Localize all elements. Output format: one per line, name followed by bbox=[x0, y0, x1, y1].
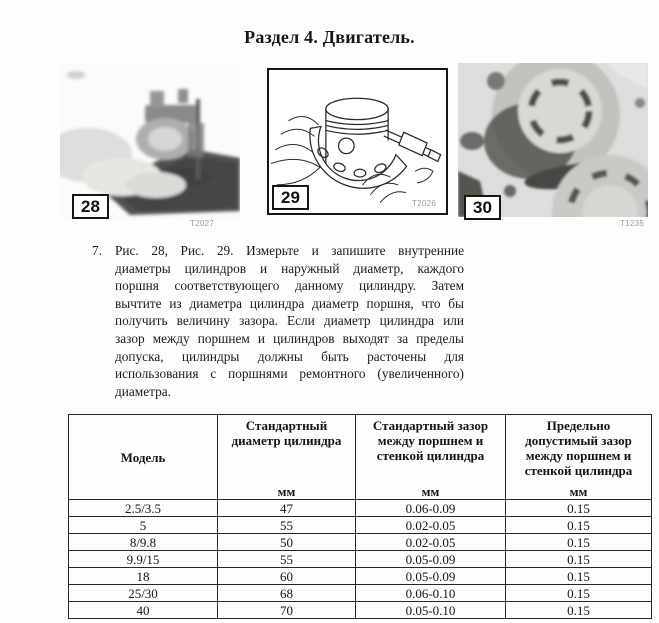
cell-model: 40 bbox=[69, 602, 218, 619]
cell-diameter: 50 bbox=[218, 534, 356, 551]
column-unit: мм bbox=[421, 484, 440, 499]
cell-diameter: 70 bbox=[218, 602, 356, 619]
cell-diameter: 68 bbox=[218, 585, 356, 602]
figure-28-ref-code: T2027 bbox=[190, 219, 215, 228]
cell-diameter: 60 bbox=[218, 568, 356, 585]
instruction-step-number: 7. bbox=[92, 243, 102, 258]
instruction-text: Рис. 28, Рис. 29. Измерьте и запишите внутренние диаметры цилиндров и наружный диаметр, каждого поршня соответствующего данному цилиндру. Затем вычтите из диаметра цилиндра диаметр поршня, что бы получить величину зазора. Если диаметр цилиндра или зазор между поршнем и цилиндров выходят за пределы допуска, цилиндры должны быть расточены для использования с поршнями ремонтного (увеличенного) диаметра. bbox=[115, 243, 464, 399]
figure-29-ref-code: T2026 bbox=[412, 199, 437, 208]
cell-max-clearance: 0.15 bbox=[506, 534, 652, 551]
figure-30-number-badge: 30 bbox=[464, 195, 501, 220]
figure-28-number-badge: 28 bbox=[72, 194, 109, 219]
cell-diameter: 55 bbox=[218, 517, 356, 534]
cell-max-clearance: 0.15 bbox=[506, 551, 652, 568]
cell-model: 8/9.8 bbox=[69, 534, 218, 551]
table-row bbox=[69, 585, 652, 602]
column-header-max-clearance bbox=[506, 415, 652, 500]
cell-diameter: 47 bbox=[218, 500, 356, 517]
table-row bbox=[69, 500, 652, 517]
fig30-photo-cylinder-bores bbox=[458, 63, 648, 217]
figure-29 bbox=[267, 68, 448, 215]
cell-max-clearance: 0.15 bbox=[506, 517, 652, 534]
table-row bbox=[69, 602, 652, 619]
cell-max-clearance: 0.15 bbox=[506, 500, 652, 517]
cell-std-clearance: 0.05-0.09 bbox=[356, 568, 506, 585]
cell-std-clearance: 0.02-0.05 bbox=[356, 517, 506, 534]
cell-max-clearance: 0.15 bbox=[506, 602, 652, 619]
figure-29-number-badge: 29 bbox=[272, 185, 309, 210]
column-title: Предельно допустимый зазор между поршнем и стенкой цилиндра bbox=[524, 418, 633, 478]
cell-max-clearance: 0.15 bbox=[506, 568, 652, 585]
column-unit: мм bbox=[277, 484, 296, 499]
cell-model: 25/30 bbox=[69, 585, 218, 602]
cell-model: 18 bbox=[69, 568, 218, 585]
cell-std-clearance: 0.05-0.09 bbox=[356, 551, 506, 568]
table-header-row bbox=[69, 415, 652, 500]
column-header-standard-clearance bbox=[356, 415, 506, 500]
column-title: Стандартный диаметр цилиндра bbox=[231, 418, 342, 448]
cell-std-clearance: 0.06-0.09 bbox=[356, 500, 506, 517]
piston-clearance-spec-table bbox=[68, 414, 652, 619]
column-title: Модель bbox=[120, 449, 166, 465]
figure-28 bbox=[60, 63, 240, 220]
column-header-standard-diameter bbox=[218, 415, 356, 500]
table-row bbox=[69, 517, 652, 534]
column-title: Стандартный зазор между поршнем и стенкой цилиндра bbox=[372, 418, 489, 463]
column-header-model bbox=[69, 415, 218, 500]
cell-diameter: 55 bbox=[218, 551, 356, 568]
cell-model: 9.9/15 bbox=[69, 551, 218, 568]
page-title: Раздел 4. Двигатель. bbox=[244, 27, 415, 47]
table-row bbox=[69, 551, 652, 568]
cell-std-clearance: 0.06-0.10 bbox=[356, 585, 506, 602]
cell-model: 5 bbox=[69, 517, 218, 534]
cell-std-clearance: 0.05-0.10 bbox=[356, 602, 506, 619]
cell-std-clearance: 0.02-0.05 bbox=[356, 534, 506, 551]
table-row bbox=[69, 568, 652, 585]
table-row bbox=[69, 534, 652, 551]
column-unit: мм bbox=[569, 484, 588, 499]
instruction-paragraph bbox=[92, 242, 464, 400]
figure-30-ref-code: T1235 bbox=[620, 219, 645, 228]
figure-30 bbox=[458, 63, 648, 217]
cell-max-clearance: 0.15 bbox=[506, 585, 652, 602]
cell-model: 2.5/3.5 bbox=[69, 500, 218, 517]
